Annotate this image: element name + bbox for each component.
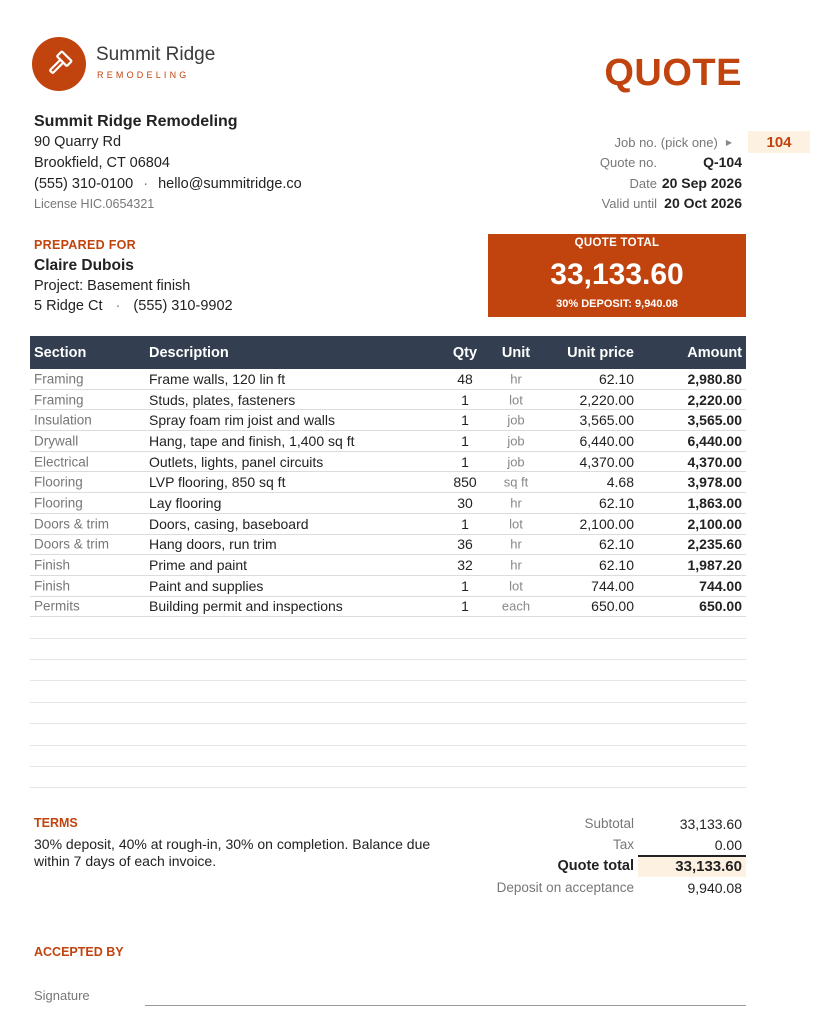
row-unit: hr — [510, 557, 522, 573]
client-name: Claire Dubois — [34, 257, 134, 274]
document-title: QUOTE — [604, 52, 742, 94]
table-row — [30, 555, 746, 576]
client-contact — [34, 298, 233, 314]
empty-table-row — [30, 681, 746, 702]
valid-until-label: Valid until — [601, 195, 657, 211]
table-row — [30, 369, 746, 390]
table-row — [30, 431, 746, 452]
signature-line[interactable] — [145, 1005, 746, 1006]
date-value: 20 Sep 2026 — [661, 175, 742, 191]
dropdown-arrow-icon[interactable]: ▶ — [725, 137, 732, 147]
table-empty-rows — [30, 617, 746, 788]
row-unit: lot — [509, 516, 523, 532]
row-description: LVP flooring, 850 sq ft — [149, 474, 286, 491]
row-unit-price: 4,370.00 — [579, 453, 634, 470]
row-amount: 3,565.00 — [687, 412, 742, 429]
row-section: Electrical — [34, 454, 89, 470]
row-amount: 1,863.00 — [687, 494, 742, 511]
row-qty: 1 — [461, 453, 469, 470]
terms-heading: TERMS — [34, 816, 78, 830]
row-description: Spray foam rim joist and walls — [149, 412, 335, 429]
row-section: Finish — [34, 557, 71, 573]
row-unit: sq ft — [503, 474, 529, 490]
row-description: Hang doors, run trim — [149, 536, 277, 553]
hammer-icon — [44, 49, 74, 79]
row-unit-price: 62.10 — [598, 370, 634, 387]
date-row — [630, 173, 742, 193]
row-amount: 3,978.00 — [687, 474, 742, 491]
valid-until-value: 20 Oct 2026 — [664, 195, 742, 211]
table-row — [30, 390, 746, 411]
row-section: Permits — [34, 598, 80, 614]
table-row — [30, 472, 746, 493]
row-qty: 1 — [461, 598, 469, 615]
row-qty: 1 — [461, 515, 469, 532]
row-unit-price: 650.00 — [591, 598, 634, 615]
row-unit-price: 62.10 — [598, 536, 634, 553]
header-qty: Qty — [452, 344, 478, 361]
table-row — [30, 410, 746, 431]
row-qty: 30 — [457, 494, 473, 511]
company-email: hello@summitridge.co — [158, 176, 302, 192]
row-description: Lay flooring — [149, 494, 222, 511]
row-section: Flooring — [34, 474, 83, 490]
empty-table-row — [30, 767, 746, 788]
row-description: Doors, casing, baseboard — [149, 515, 309, 532]
tax-value: 0.00 — [714, 837, 742, 853]
row-description: Paint and supplies — [149, 577, 264, 594]
row-description: Prime and paint — [149, 557, 248, 574]
client-phone: (555) 310-9902 — [133, 298, 233, 314]
row-qty: 1 — [461, 391, 469, 408]
prepared-for-heading: PREPARED FOR — [34, 238, 136, 252]
empty-table-row — [30, 746, 746, 767]
row-section: Drywall — [34, 433, 79, 449]
header-amount: Amount — [687, 344, 742, 361]
row-qty: 1 — [461, 412, 469, 429]
quote-number-row — [600, 152, 742, 172]
row-unit-price: 2,220.00 — [579, 391, 634, 408]
date-label: Date — [629, 175, 657, 191]
header-section: Section — [34, 344, 87, 361]
row-description: Outlets, lights, panel circuits — [149, 453, 324, 470]
client-address: 5 Ridge Ct — [34, 298, 103, 314]
company-license: License HIC.0654321 — [34, 197, 155, 211]
header-unit: Unit — [501, 344, 531, 361]
quote-number-label: Quote no. — [599, 154, 657, 170]
company-address-line1: 90 Quarry Rd — [34, 134, 122, 150]
row-amount: 2,235.60 — [687, 536, 742, 553]
row-qty: 48 — [457, 370, 473, 387]
line-items-table — [30, 336, 746, 788]
company-phone: (555) 310-0100 — [34, 176, 134, 192]
job-number-select[interactable]: 104 — [748, 131, 810, 153]
quote-total-label: QUOTE TOTAL — [574, 237, 660, 249]
table-row — [30, 597, 746, 618]
empty-table-row — [30, 724, 746, 745]
row-amount: 2,220.00 — [687, 391, 742, 408]
valid-until-row — [602, 193, 742, 213]
deposit-value: 9,940.08 — [687, 880, 742, 896]
row-unit-price: 62.10 — [598, 494, 634, 511]
row-description: Studs, plates, fasteners — [149, 391, 296, 408]
row-unit-price: 62.10 — [598, 557, 634, 574]
deposit-label: Deposit on acceptance — [496, 880, 634, 895]
company-address-line2: Brookfield, CT 06804 — [34, 155, 170, 171]
row-section: Flooring — [34, 495, 83, 511]
row-unit: lot — [509, 578, 523, 594]
row-amount: 744.00 — [699, 577, 742, 594]
row-unit: lot — [509, 392, 523, 408]
row-section: Finish — [34, 578, 71, 594]
table-row — [30, 452, 746, 473]
client-separator: · — [115, 298, 121, 314]
quote-deposit-amount: 30% DEPOSIT: 9,940.08 — [556, 298, 678, 310]
row-section: Doors & trim — [34, 536, 110, 552]
row-unit: job — [507, 454, 525, 470]
brand-tagline: REMODELING — [97, 70, 190, 80]
row-unit: hr — [510, 495, 522, 511]
table-row — [30, 535, 746, 556]
row-unit-price: 2,100.00 — [579, 515, 634, 532]
row-description: Frame walls, 120 lin ft — [149, 370, 286, 387]
header-description: Description — [149, 344, 229, 361]
row-unit-price: 6,440.00 — [579, 432, 634, 449]
company-contact — [34, 176, 302, 192]
row-qty: 32 — [457, 557, 473, 574]
row-unit: hr — [510, 536, 522, 552]
row-unit-price: 744.00 — [591, 577, 634, 594]
job-number-row — [615, 132, 739, 152]
row-amount: 1,987.20 — [687, 557, 742, 574]
job-number-label: Job no. (pick one) — [614, 134, 718, 150]
row-qty: 1 — [461, 432, 469, 449]
tax-label: Tax — [612, 837, 634, 852]
table-body — [30, 369, 746, 617]
brand-logo — [32, 37, 86, 91]
signature-label: Signature — [34, 988, 90, 1003]
row-amount: 2,980.80 — [687, 370, 742, 387]
quote-number-value: Q-104 — [703, 154, 742, 170]
empty-table-row — [30, 639, 746, 660]
row-unit: hr — [510, 371, 522, 387]
terms-text: 30% deposit, 40% at rough-in, 30% on completion. Balance due within 7 days of each invoice. — [34, 836, 431, 869]
row-amount: 2,100.00 — [687, 515, 742, 532]
row-qty: 850 — [453, 474, 477, 491]
contact-separator: · — [143, 176, 149, 192]
quote-total-summary-value: 33,133.60 — [675, 858, 742, 875]
row-amount: 650.00 — [699, 598, 742, 615]
row-unit: each — [501, 598, 531, 614]
table-header — [30, 336, 746, 369]
row-section: Framing — [34, 371, 84, 387]
quote-total-summary-label: Quote total — [557, 858, 634, 874]
row-description: Hang, tape and finish, 1,400 sq ft — [149, 432, 355, 449]
row-amount: 6,440.00 — [687, 432, 742, 449]
table-row — [30, 493, 746, 514]
row-description: Building permit and inspections — [149, 598, 343, 615]
row-amount: 4,370.00 — [687, 453, 742, 470]
brand-name: Summit Ridge — [96, 44, 216, 65]
row-unit-price: 3,565.00 — [579, 412, 634, 429]
header-unit-price: Unit price — [567, 344, 634, 361]
table-row — [30, 514, 746, 535]
row-unit-price: 4.68 — [606, 474, 634, 491]
row-section: Framing — [34, 392, 84, 408]
row-qty: 1 — [461, 577, 469, 594]
row-unit: job — [507, 412, 525, 428]
empty-table-row — [30, 660, 746, 681]
empty-table-row — [30, 703, 746, 724]
row-unit: job — [507, 433, 525, 449]
row-section: Insulation — [34, 412, 92, 428]
empty-table-row — [30, 617, 746, 638]
client-project: Project: Basement finish — [34, 278, 191, 294]
accepted-by-heading: ACCEPTED BY — [34, 945, 124, 959]
table-row — [30, 576, 746, 597]
company-name: Summit Ridge Remodeling — [34, 113, 238, 130]
quote-total-amount: 33,133.60 — [550, 258, 684, 291]
subtotal-value: 33,133.60 — [679, 816, 742, 832]
row-section: Doors & trim — [34, 516, 110, 532]
row-qty: 36 — [457, 536, 473, 553]
quote-total-box — [488, 234, 746, 317]
subtotal-label: Subtotal — [584, 816, 634, 831]
